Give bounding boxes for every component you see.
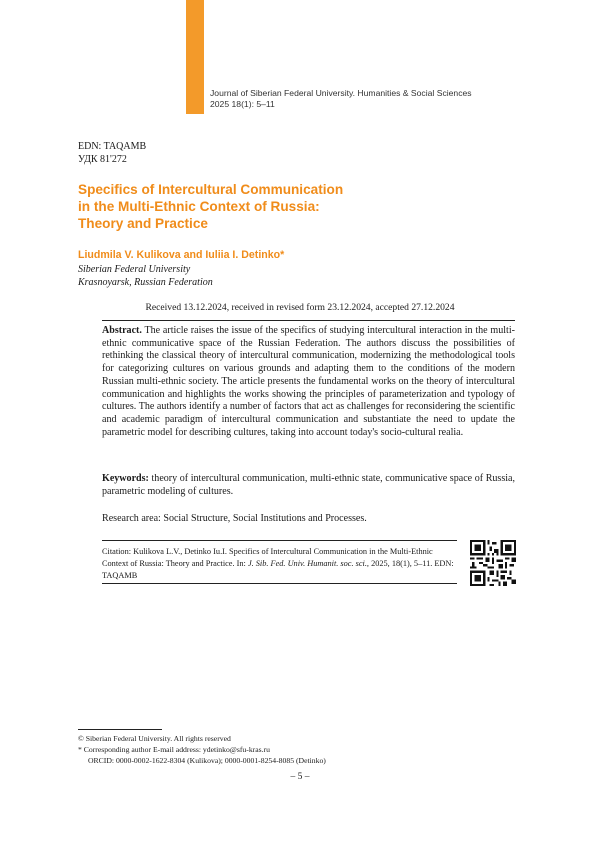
corresponding-author-note: * Corresponding author E-mail address: ydetinko@sfu-kras.ru	[78, 745, 270, 754]
abstract-text: The article raises the issue of the specifics of studying intercultural interaction in the multi-ethnic communicative space of the Russian Federation. The authors discuss the possibilities of rethinking the classical theory of intercultural communication, modernizing the methodological tools for categorizing cultures on various grounds and adapting them to the conditions of the modern Russian multi-ethnic society. The article presents the fundamental works on the theory of intercultural communication and highlights the works showing the principles of parameterization and typology of cultures. The authors identify a number of factors that act as challenges for reconsidering the scientific and academic paradigm of intercultural communication and substantiate the need to update the parametric model for describing cultures, taking into account today's socio-cultural realia.	[102, 325, 515, 438]
footnotes	[78, 733, 326, 766]
edn-code: EDN: TAQAMB	[78, 141, 147, 152]
title-line: Specifics of Intercultural Communication	[78, 182, 344, 197]
title-line: in the Multi-Ethnic Context of Russia:	[78, 199, 320, 214]
journal-header	[210, 88, 472, 110]
keywords-text: theory of intercultural communication, multi-ethnic state, communicative space of Russia, parametric modeling of cultures.	[102, 473, 515, 497]
qr-code-icon	[470, 540, 516, 586]
citation-bottom-rule	[102, 583, 457, 584]
udk-code: УДК 81'272	[78, 154, 127, 165]
citation	[102, 546, 457, 582]
journal-issue: 2025 18(1): 5–11	[210, 99, 275, 109]
classification-codes	[78, 140, 146, 166]
article-authors: Liudmila V. Kulikova and Iuliia I. Detinko*	[78, 249, 285, 261]
article-title	[78, 181, 438, 232]
author-affiliation	[78, 263, 213, 289]
affiliation-location: Krasnoyarsk, Russian Federation	[78, 277, 213, 288]
footnote-separator	[78, 729, 162, 730]
research-area: Research area: Social Structure, Social Institutions and Processes.	[102, 513, 367, 524]
affiliation-university: Siberian Federal University	[78, 264, 191, 275]
citation-text: Citation: Kulikova L.V., Detinko Iu.I. Specifics of Intercultural Communication in the Multi-Ethnic Context of Russia: Theory and Practice. In:	[102, 547, 433, 568]
abstract	[102, 325, 515, 439]
header-accent-bar	[186, 0, 204, 114]
keywords	[102, 473, 515, 498]
citation-top-rule	[102, 540, 457, 541]
keywords-label: Keywords:	[102, 473, 149, 484]
orcid-note: ORCID: 0000-0002-1622-8304 (Kulikova); 0000-0001-8254-8085 (Detinko)	[88, 756, 326, 765]
abstract-top-rule	[102, 320, 515, 321]
citation-details: , 2025, 18(1), 5–11. EDN: TAQAMB	[102, 559, 454, 580]
submission-dates: Received 13.12.2024, received in revised form 23.12.2024, accepted 27.12.2024	[145, 302, 455, 313]
journal-name: Journal of Siberian Federal University. Humanities & Social Sciences	[210, 88, 472, 98]
page-number: – 5 –	[290, 772, 310, 782]
title-line: Theory and Practice	[78, 216, 208, 231]
abstract-label: Abstract.	[102, 325, 142, 336]
copyright-note: © Siberian Federal University. All rights reserved	[78, 734, 231, 743]
citation-journal: J. Sib. Fed. Univ. Humanit. soc. sci.	[247, 559, 367, 568]
